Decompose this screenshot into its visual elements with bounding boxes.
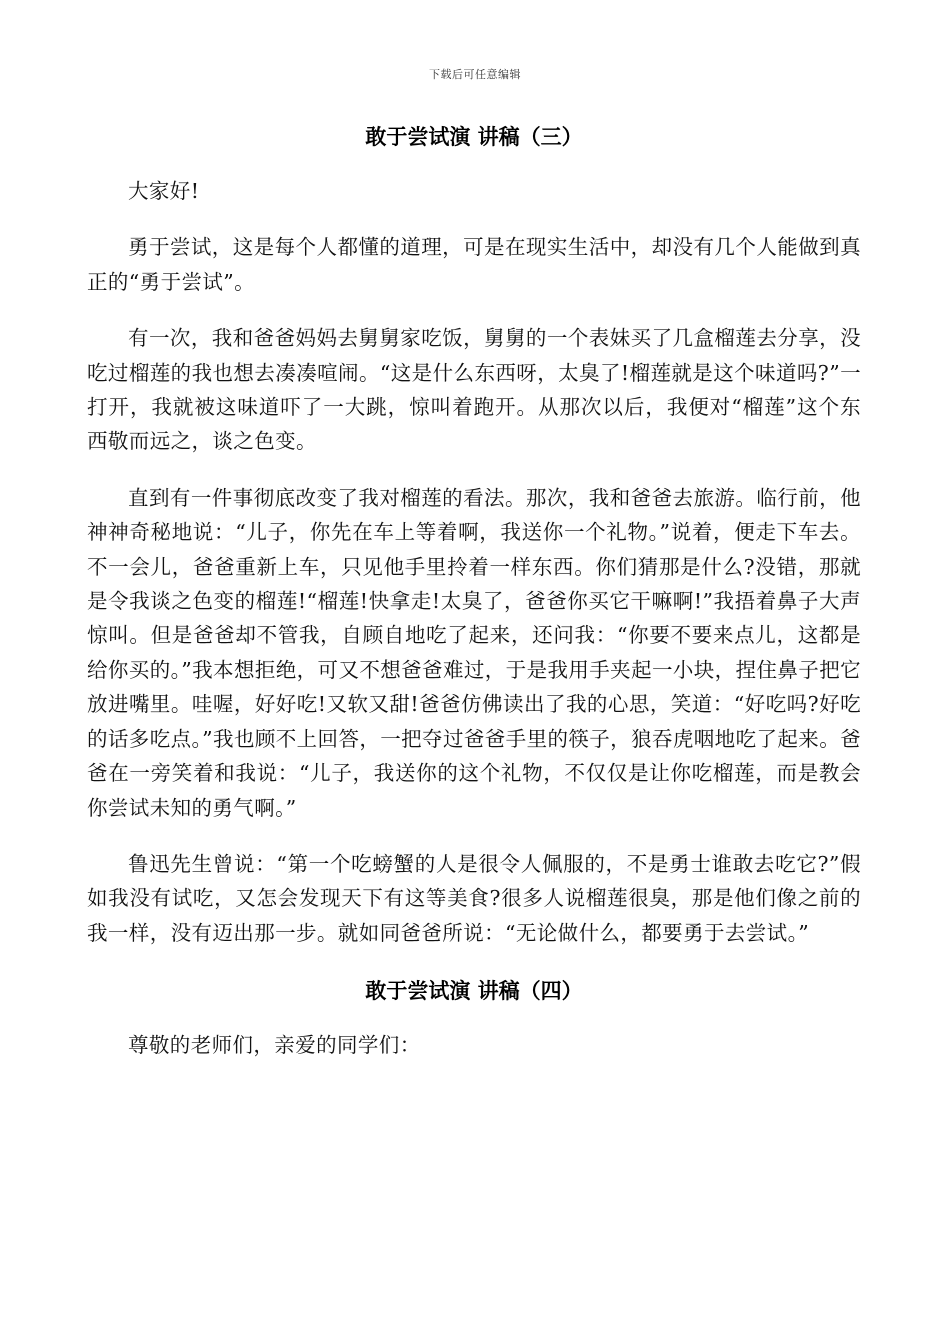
story-paragraph-2: 直到有一件事彻底改变了我对榴莲的看法。那次，我和爸爸去旅游。临行前，他神神奇秘地说：“儿子，你先在车上等着啊，我送你一个礼物。”说着，便走下车去。不一会儿，爸爸重新上车，只见他手里拎着一样东西。你们猜那是什么?没错，那就是令我谈之色变的榴莲!“榴莲!快拿走!太臭了，爸爸你买它干嘛啊!”我捂着鼻子大声惊叫。但是爸爸却不管我，自顾自地吃了起来，还问我：“你要不要来点儿，这都是给你买的。”我本想拒绝，可又不想爸爸难过，于是我用手夹起一小块，捏住鼻子把它放进嘴里。哇喔，好好吃!又软又甜!爸爸仿佛读出了我的心思，笑道：“好吃吗?好吃的话多吃点。”我也顾不上回答，一把夺过爸爸手里的筷子，狼吞虎咽地吃了起来。爸爸在一旁笑着和我说：“儿子，我送你的这个礼物，不仅仅是让你吃榴莲，而是教会你尝试未知的勇气啊。” (87, 485, 861, 820)
conclusion-paragraph: 鲁迅先生曾说：“第一个吃螃蟹的人是很令人佩服的，不是勇士谁敢去吃它?”假如我没有试吃，又怎会发现天下有这等美食?很多人说榴莲很臭，那是他们像之前的我一样，没有迈出那一步。就如同爸爸所说：“无论做什么，都要勇于去尝试。” (87, 851, 861, 945)
header-note: 下载后可任意编辑 (429, 68, 521, 81)
salutation-paragraph: 尊敬的老师们，亲爱的同学们： (128, 1033, 421, 1058)
story-paragraph-1: 有一次，我和爸爸妈妈去舅舅家吃饭，舅舅的一个表妹买了几盒榴莲去分享，没吃过榴莲的我也想去凑凑喧闹。“这是什么东西呀，太臭了!榴莲就是这个味道吗?”一打开，我就被这味道吓了一大跳，惊叫着跑开。从那次以后，我便对“榴莲”这个东西敬而远之，谈之色变。 (87, 326, 861, 454)
intro-paragraph: 勇于尝试，这是每个人都懂的道理，可是在现实生活中，却没有几个人能做到真正的“勇于尝试”。 (87, 235, 861, 294)
section-title-3: 敢于尝试演 讲稿（三） (365, 125, 583, 149)
section-title-4: 敢于尝试演 讲稿（四） (365, 979, 583, 1004)
greeting-paragraph: 大家好! (128, 179, 200, 203)
document-body (87, 118, 861, 1085)
